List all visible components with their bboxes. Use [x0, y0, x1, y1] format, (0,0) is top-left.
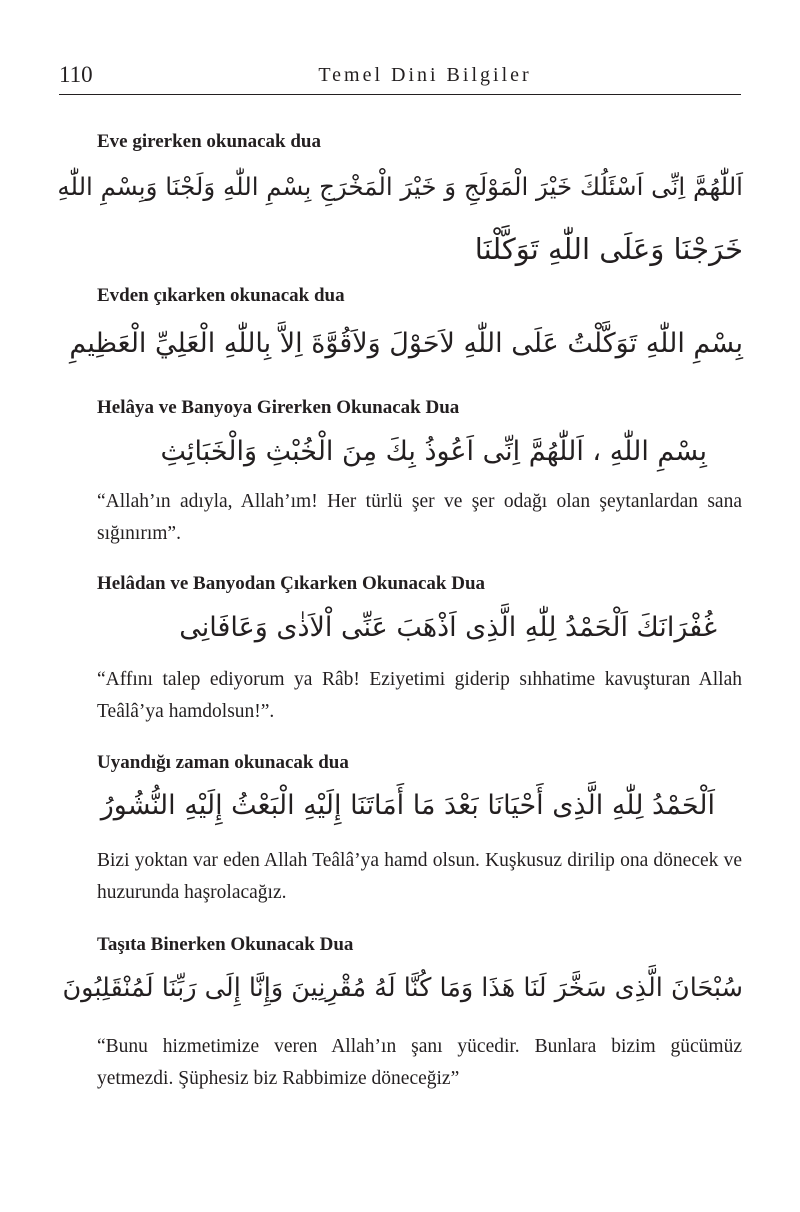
section-heading: Helâya ve Banyoya Girerken Okunacak Dua	[97, 397, 460, 418]
arabic-prayer-line: اَلْحَمْدُ لِلّٰهِ الَّذِى أَحْيَانَا بَعْدَ مَا أَمَاتَنَا إِلَيْهِ الْبَعْثُ إِلَيْهِ النُّشُورُ	[100, 790, 715, 821]
section-heading: Helâdan ve Banyodan Çıkarken Okunacak Dua	[97, 573, 486, 594]
arabic-prayer-line: اَللّٰهُمَّ اِنِّى اَسْئَلُكَ خَيْرَ الْمَوْلَجِ وَ خَيْرَ الْمَخْرَجِ بِسْمِ اللّٰهِ وَلَجْنَا وَبِسْمِ اللّٰهِ	[57, 172, 743, 201]
arabic-prayer-line: سُبْحَانَ الَّذِى سَخَّرَ لَنَا هَذَا وَمَا كُنَّا لَهُ مُقْرِنِينَ وَإِنَّا إِلَى رَبِّنَا لَمُنْقَلِبُونَ	[62, 973, 743, 1003]
section-heading: Evden çıkarken okunacak dua	[97, 285, 345, 306]
section-heading: Taşıta Binerken Okunacak Dua	[97, 934, 354, 955]
arabic-prayer-line: خَرَجْنَا وَعَلَى اللّٰهِ تَوَكَّلْنَا	[474, 232, 743, 266]
translation-text: Bizi yoktan var eden Allah Teâlâ’ya hamd olsun. Kuşkusuz dirilip ona dönecek ve huzurunda haşrolacağız.	[97, 850, 742, 903]
translation-text: “Bunu hizmetimize veren Allah’ın şanı yücedir. Bunlara bizim gücümüz yetmezdi. Şüphesiz biz Rabbimize döneceğiz”	[97, 1036, 742, 1089]
running-title: Temel Dini Bilgiler	[318, 64, 532, 86]
arabic-prayer-line: بِسْمِ اللّٰهِ تَوَكَّلْتُ عَلَى اللّٰهِ لاَحَوْلَ وَلاَقُوَّةَ اِلاَّ بِاللّٰهِ الْعَلِيِّ الْعَظِيمِ	[69, 328, 743, 359]
section-heading: Eve girerken okunacak dua	[97, 131, 321, 152]
section-heading: Uyandığı zaman okunacak dua	[97, 752, 349, 773]
page-number: 110	[59, 62, 93, 87]
translation-text: “Affını talep ediyorum ya Râb! Eziyetimi giderip sıhhatime kavuşturan Allah Teâlâ’ya hamdolsun!”.	[97, 669, 742, 722]
translation-text: “Allah’ın adıyla, Allah’ım! Her türlü şer ve şer odağı olan şeytanlardan sana sığınırım”.	[97, 491, 742, 544]
arabic-prayer-line: غُفْرَانَكَ اَلْحَمْدُ لِلّٰهِ الَّذِى اَذْهَبَ عَنِّى اْلاَذٰى وَعَافَانِى	[179, 612, 717, 643]
arabic-prayer-line: بِسْمِ اللّٰهِ ، اَللّٰهُمَّ اِنِّى اَعُوذُ بِكَ مِنَ الْخُبْثِ وَالْخَبَائِثِ	[160, 436, 707, 467]
page-header	[59, 60, 741, 95]
